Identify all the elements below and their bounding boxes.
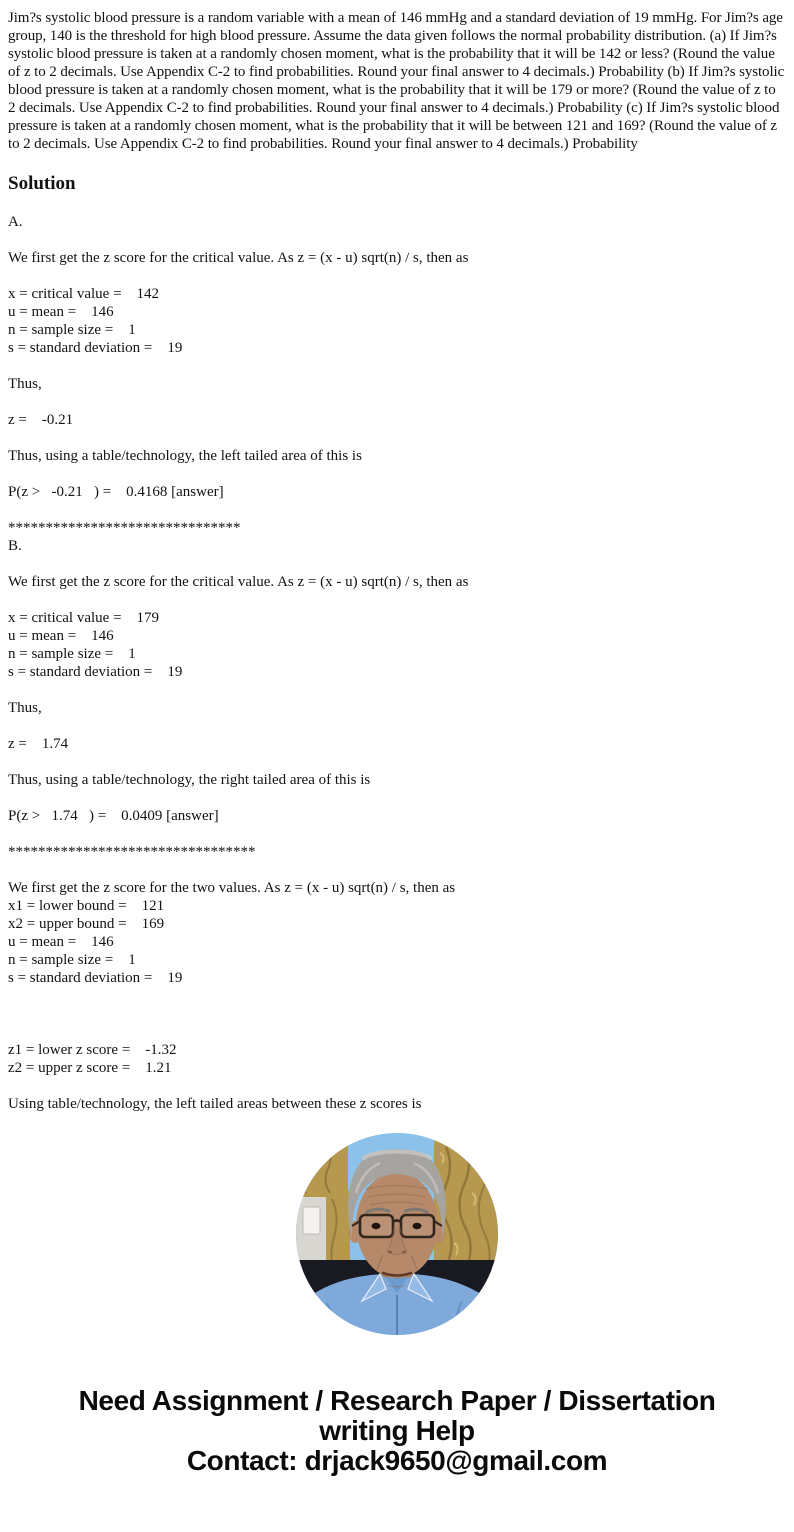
part-a-values bbox=[8, 285, 786, 357]
tutor-photo bbox=[296, 1133, 498, 1335]
part-b-intro-block bbox=[8, 573, 786, 591]
value-line: u = mean = 146 bbox=[8, 304, 114, 320]
part-b-intro: We first get the z score for the critical value. As z = (x - u) sqrt(n) / s, then as bbox=[8, 574, 469, 590]
part-c-zscores bbox=[8, 1041, 786, 1077]
value-line: s = standard deviation = 19 bbox=[8, 340, 183, 356]
z-value-line: z1 = lower z score = -1.32 bbox=[8, 1042, 177, 1058]
part-c-values bbox=[8, 879, 786, 987]
part-a-probability bbox=[8, 483, 786, 501]
part-a-label-block bbox=[8, 213, 786, 231]
part-b-thus: Thus, bbox=[8, 700, 42, 716]
value-line: n = sample size = 1 bbox=[8, 646, 136, 662]
part-a-intro: We first get the z score for the critical value. As z = (x - u) sqrt(n) / s, then as bbox=[8, 250, 469, 266]
document-page bbox=[0, 9, 794, 1476]
tutor-photo-graphic bbox=[296, 1133, 498, 1335]
separator-line: ********************************* bbox=[8, 844, 256, 860]
part-b-tail-note: Thus, using a table/technology, the right tailed area of this is bbox=[8, 772, 371, 788]
value-line: u = mean = 146 bbox=[8, 934, 114, 950]
part-b-probability bbox=[8, 807, 786, 825]
value-line: n = sample size = 1 bbox=[8, 952, 136, 968]
probability-line: P(z > -0.21 ) = 0.4168 [answer] bbox=[8, 484, 224, 500]
part-a-label: A. bbox=[8, 214, 23, 230]
value-line: x = critical value = 142 bbox=[8, 286, 160, 302]
part-c-intro: We first get the z score for the two values. As z = (x - u) sqrt(n) / s, then as bbox=[8, 880, 456, 896]
solution-heading: Solution bbox=[8, 173, 76, 194]
part-c-note: Using table/technology, the left tailed areas between these z scores is bbox=[8, 1096, 422, 1112]
part-b-label: B. bbox=[8, 538, 22, 554]
z-value-line: z = 1.74 bbox=[8, 736, 69, 752]
part-b-values bbox=[8, 609, 786, 681]
question-text: Jim?s systolic blood pressure is a random variable with a mean of 146 mmHg and a standard deviation of 19 mmHg. For Jim?s age group, 140 is the threshold for high blood pressure. Assume the data given follows the normal probability distribution. (a) If Jim?s systolic blood pressure is taken at a randomly chosen moment, what is the probability that it will be 142 or less? (Round the value of z to 2 decimals. Use Appendix C-2 to find probabilities. Round your final answer to 4 decimals.) Probability (b) If Jim?s systolic blood pressure is taken at a randomly chosen moment, what is the probability that it will be 179 or more? (Round the value of z to 2 decimals. Use Appendix C-2 to find probabilities. Round your final answer to 4 decimals.) Probability (c) If Jim?s systolic blood pressure is taken at a randomly chosen moment, what is the probability that it will be between 121 and 169? (Round the value of z to 2 decimals. Use Appendix C-2 to find probabilities. Round your final answer to 4 decimals.) Probability bbox=[8, 10, 788, 152]
value-line: x1 = lower bound = 121 bbox=[8, 898, 165, 914]
separator-line: ******************************* bbox=[8, 520, 241, 536]
part-a-tail-note: Thus, using a table/technology, the left tailed area of this is bbox=[8, 448, 362, 464]
part-a-intro-block bbox=[8, 249, 786, 267]
value-line: u = mean = 146 bbox=[8, 628, 114, 644]
probability-line: P(z > 1.74 ) = 0.0409 [answer] bbox=[8, 808, 219, 824]
value-line: n = sample size = 1 bbox=[8, 322, 136, 338]
part-b-z bbox=[8, 735, 786, 753]
value-line: s = standard deviation = 19 bbox=[8, 664, 183, 680]
footer-ad bbox=[8, 1386, 786, 1476]
value-line: x2 = upper bound = 169 bbox=[8, 916, 165, 932]
separator-1-block bbox=[8, 519, 786, 555]
z-value-line: z2 = upper z score = 1.21 bbox=[8, 1060, 172, 1076]
separator-2-block bbox=[8, 843, 786, 861]
footer-line-1: Need Assignment / Research Paper / Dissertation bbox=[78, 1385, 716, 1416]
part-a-thus: Thus, bbox=[8, 376, 42, 392]
value-line: x = critical value = 179 bbox=[8, 610, 160, 626]
z-value-line: z = -0.21 bbox=[8, 412, 74, 428]
footer-contact-email: Contact: drjack9650@gmail.com bbox=[186, 1445, 608, 1476]
part-a-z bbox=[8, 411, 786, 429]
switch-plate bbox=[303, 1207, 320, 1234]
footer-line-2: writing Help bbox=[319, 1415, 475, 1446]
value-line: s = standard deviation = 19 bbox=[8, 970, 183, 986]
